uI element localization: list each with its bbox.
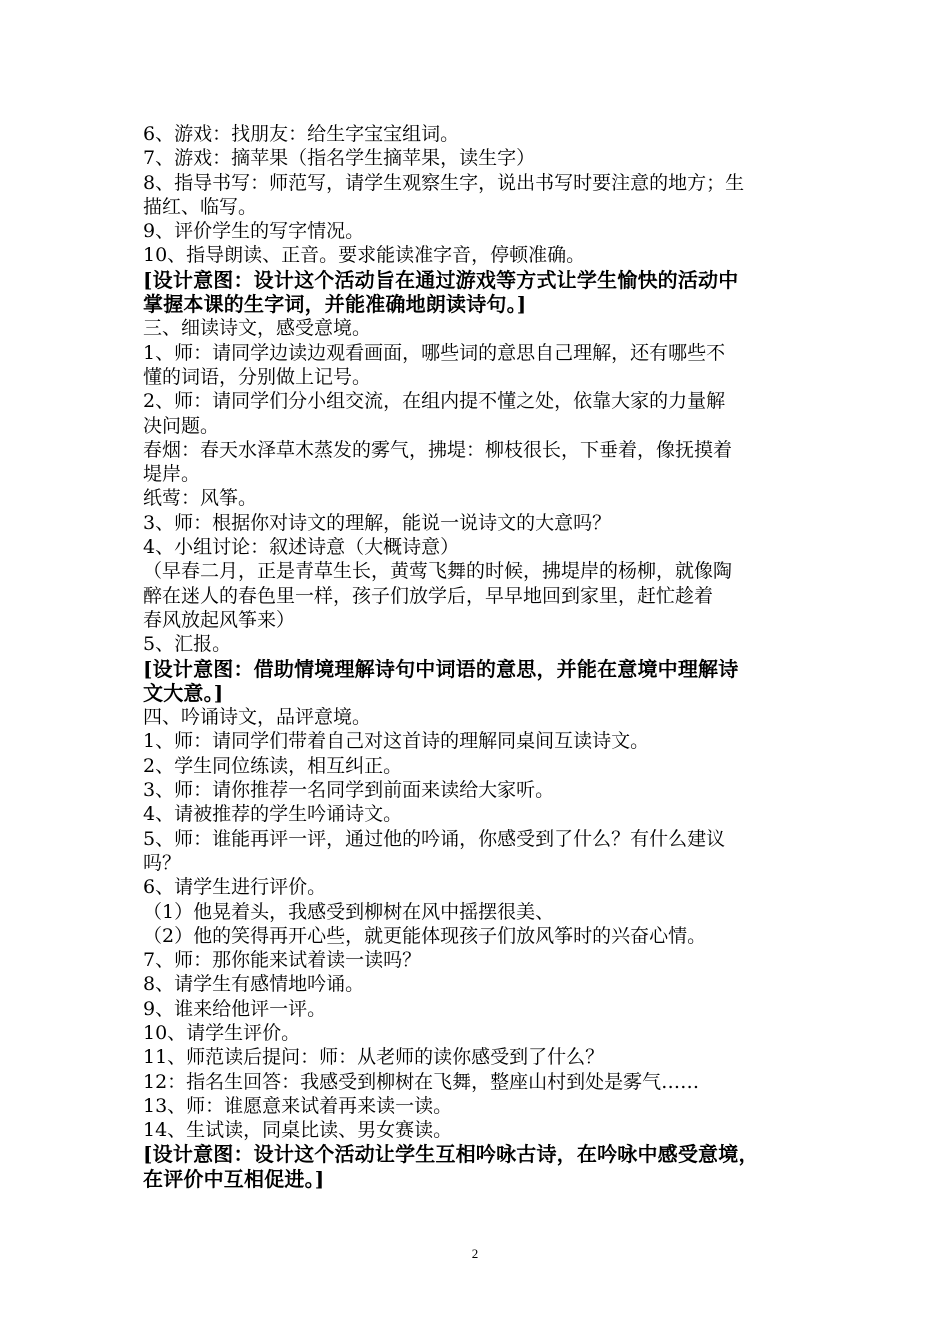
text-line: 3、师：请你推荐一名同学到前面来读给大家听。 xyxy=(143,779,555,802)
text-line: 5、汇报。 xyxy=(143,633,232,656)
text-line: 8、指导书写：师范写，请学生观察生字，说出书写时要注意的地方；生 xyxy=(143,171,745,194)
text-line: （2）他的笑得再开心些，就更能体现孩子们放风筝时的兴奋心情。 xyxy=(143,924,707,947)
page-number: 2 xyxy=(471,1246,479,1261)
text-line: 8、请学生有感情地吟诵。 xyxy=(143,973,365,996)
text-line: 4、请被推荐的学生吟诵诗文。 xyxy=(143,803,403,826)
text-line: 6、游戏：找朋友：给生字宝宝组词。 xyxy=(143,123,460,145)
text-line: 吗？ xyxy=(143,851,182,874)
text-line: 懂的词语，分别做上记号。 xyxy=(143,365,372,388)
text-line: 7、游戏：摘苹果（指名学生摘苹果，读生字） xyxy=(143,147,536,170)
text-line: 决问题。 xyxy=(143,414,220,437)
design-intent-line: 在评价中互相促进。] xyxy=(143,1166,325,1191)
text-line: 9、评价学生的写字情况。 xyxy=(143,220,365,243)
text-line: 9、谁来给他评一评。 xyxy=(143,997,327,1020)
design-intent-line: [设计意图：设计这个活动旨在通过游戏等方式让学生愉快的活动中 xyxy=(143,267,739,292)
text-line: 14、生试读，同桌比读、男女赛读。 xyxy=(143,1119,453,1142)
text-line: 5、师：谁能再评一评，通过他的吟诵，你感受到了什么？有什么建议 xyxy=(143,827,726,850)
design-intent-line: 文大意。] xyxy=(143,680,224,705)
design-intent-line: [设计意图：借助情境理解诗句中词语的意思，并能在意境中理解诗 xyxy=(143,656,739,681)
text-line: 堤岸。 xyxy=(143,463,201,486)
text-line: 四、吟诵诗文，品评意境。 xyxy=(143,706,372,729)
text-line: 7、师：那你能来试着读一读吗？ xyxy=(143,949,422,972)
text-line: 4、小组讨论：叙述诗意（大概诗意） xyxy=(143,536,460,559)
text-line: 春风放起风筝来） xyxy=(143,608,296,631)
text-line: 11、师范读后提问：师：从老师的读你感受到了什么？ xyxy=(143,1046,605,1069)
text-line: 10、指导朗读、正音。要求能读准字音，停顿准确。 xyxy=(143,244,586,267)
design-intent-line: 掌握本课的生字词，并能准确地朗读诗句。] xyxy=(143,292,527,317)
text-line: 12：指名生回答：我感受到柳树在飞舞，整座山村到处是雾气…… xyxy=(143,1070,700,1093)
text-line: 醉在迷人的春色里一样，孩子们放学后，早早地回到家里，赶忙趁着 xyxy=(143,584,714,607)
text-line: 1、师：请同学们带着自己对这首诗的理解同桌间互读诗文。 xyxy=(143,730,650,753)
text-line: 6、请学生进行评价。 xyxy=(143,876,327,899)
text-line: 10、请学生评价。 xyxy=(143,1021,301,1044)
text-line: 1、师：请同学边读边观看画面，哪些词的意思自己理解，还有哪些不 xyxy=(143,341,726,364)
text-line: 2、师：请同学们分小组交流，在组内提不懂之处，依靠大家的力量解 xyxy=(143,390,726,413)
design-intent-line: [设计意图：设计这个活动让学生互相吟咏古诗，在吟咏中感受意境， xyxy=(143,1142,759,1167)
text-line: 春烟：春天水泽草木蒸发的雾气，拂堤：柳枝很长，下垂着，像抚摸着 xyxy=(143,438,733,461)
text-line: （1）他晃着头，我感受到柳树在风中摇摆很美、 xyxy=(143,900,555,923)
text-line: 三、细读诗文，感受意境。 xyxy=(143,317,372,340)
text-line: （早春二月，正是青草生长，黄莺飞舞的时候，拂堤岸的杨柳，就像陶 xyxy=(143,560,733,583)
text-line: 纸莺：风筝。 xyxy=(143,487,258,510)
document-body xyxy=(143,122,813,1191)
text-line: 2、学生同位练读，相互纠正。 xyxy=(143,754,403,777)
text-line: 描红、临写。 xyxy=(143,195,258,218)
text-line: 13、师：谁愿意来试着再来读一读。 xyxy=(143,1094,453,1117)
text-line: 3、师：根据你对诗文的理解，能说一说诗文的大意吗？ xyxy=(143,511,612,534)
